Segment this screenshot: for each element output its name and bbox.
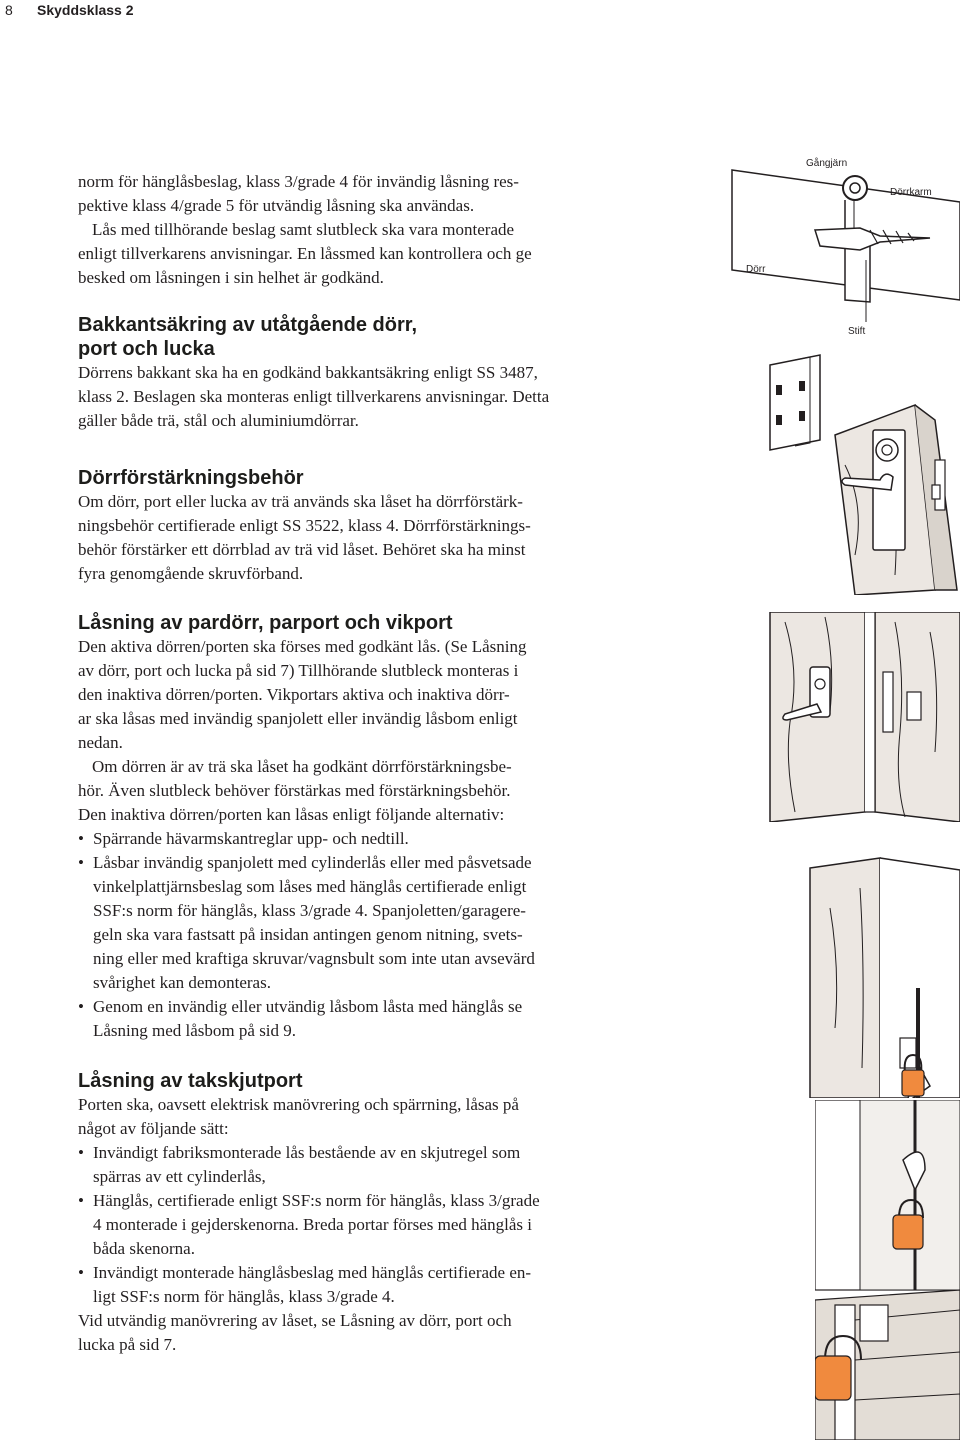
text-line: norm för hänglåsbeslag, klass 3/grade 4 för invändig låsning res-	[78, 172, 519, 191]
text-line: ligt SSF:s norm för hänglås, klass 3/grade 4.	[93, 1287, 395, 1306]
section-heading: Låsning av takskjutport	[78, 1070, 303, 1092]
text-line: gäller både trä, stål och aluminiumdörrar.	[78, 411, 359, 430]
text-line: Om dörr, port eller lucka av trä används ska låset ha dörrförstärk-	[78, 492, 523, 511]
text-line: hör. Även slutbleck behöver förstärkas med förstärkningsbehör.	[78, 781, 511, 800]
text-line: Om dörren är av trä ska låset ha godkänt dörrförstärkningsbe-	[92, 757, 512, 776]
text-line: 4 monterade i gejderskenorna. Breda portar förses med hänglås i	[93, 1215, 533, 1234]
spanjolett-padlock-illustration	[770, 848, 960, 1098]
list-item	[78, 1141, 638, 1189]
text-line: behör förstärker ett dörrblad av trä vid låset. Behöret ska ha minst	[78, 540, 526, 559]
text-line: Invändigt fabriksmonterade lås bestående av en skjutregel som	[93, 1143, 521, 1162]
text-line: Genom en invändig eller utvändig låsbom låsta med hänglås se	[93, 997, 523, 1016]
intro-paragraph	[78, 170, 638, 290]
text-line: av dörr, port och lucka på sid 7) Tillhörande slutbleck monteras i	[78, 661, 519, 680]
label-door: Dörr	[746, 264, 766, 275]
text-line: ningsbehör certifierade enligt SS 3522, klass 4. Dörrförstärknings-	[78, 516, 531, 535]
page-title: Skyddsklass 2	[37, 2, 134, 18]
section-pardorr	[78, 611, 638, 1043]
text-line: något av följande sätt:	[78, 1119, 229, 1138]
text-line: ning eller med kraftiga skruvar/vagnsbult som inte utan avsevärd	[93, 949, 535, 968]
text-line: pektive klass 4/grade 5 för utvändig låsning ska användas.	[78, 196, 475, 215]
text-line: fyra genomgående skruvförband.	[78, 564, 304, 583]
label-hinge: Gångjärn	[806, 158, 848, 169]
text-line: Låsning med låsbom på sid 9.	[93, 1021, 297, 1040]
text-line: nedan.	[78, 733, 123, 752]
text-line: Invändigt monterade hänglåsbeslag med hänglås certifierade en-	[93, 1263, 532, 1282]
text-line: svårighet kan demonteras.	[93, 973, 271, 992]
text-line: Låsbar invändig spanjolett med cylinderlås eller med påsvetsade	[93, 853, 532, 872]
text-line: lucka på sid 7.	[78, 1335, 177, 1354]
text-line: besked om låsningen i sin helhet är godkänd.	[78, 268, 384, 287]
text-line: klass 2. Beslagen ska monteras enligt tillverkarens anvisningar. Detta	[78, 387, 550, 406]
text-line: båda skenorna.	[93, 1239, 195, 1258]
text-line: SSF:s norm för hänglås, klass 3/grade 4. Spanjoletten/garagere-	[93, 901, 526, 920]
list-item	[78, 995, 638, 1043]
section-heading: port och lucka	[78, 338, 215, 360]
text-line: Den aktiva dörren/porten ska förses med godkänt lås. (Se Låsning	[78, 637, 527, 656]
text-line: spärras av ett cylinderlås,	[93, 1167, 266, 1186]
section-takskjut	[78, 1069, 638, 1357]
label-frame: Dörrkarm	[890, 187, 932, 198]
section-heading: Dörrförstärkningsbehör	[78, 467, 304, 489]
text-line: Vid utvändig manövrering av låset, se Låsning av dörr, port och	[78, 1311, 512, 1330]
padlock-icon	[893, 1215, 923, 1249]
hinge-pin-illustration	[720, 150, 960, 340]
text-line: vinkelplattjärnsbeslag som låses med hänglås certifierade enligt	[93, 877, 527, 896]
section-dorrforst	[78, 466, 638, 586]
padlock-icon	[902, 1070, 924, 1096]
bullet-list	[78, 827, 638, 1043]
text-line: Lås med tillhörande beslag samt slutbleck ska vara monterade	[92, 220, 515, 239]
text-line: Spärrande hävarmskantreglar upp- och nedtill.	[93, 829, 409, 848]
text-line: Dörrens bakkant ska ha en godkänd bakkantsäkring enligt SS 3487,	[78, 363, 538, 382]
door-reinforcement-illustration	[735, 345, 960, 595]
page-number: 8	[5, 2, 13, 18]
bullet-list	[78, 1141, 638, 1309]
section-heading: Låsning av pardörr, parport och vikport	[78, 612, 453, 634]
double-door-illustration	[765, 612, 960, 822]
list-item	[78, 827, 638, 851]
text-line: ar ska låsas med invändig spanjolett eller invändig låsbom enligt	[78, 709, 518, 728]
text-line: enligt tillverkarens anvisningar. En låssmed kan kontrollera och ge	[78, 244, 532, 263]
text-line: den inaktiva dörren/porten. Vikportars aktiva och inaktiva dörr-	[78, 685, 510, 704]
list-item	[78, 1189, 638, 1261]
text-line: Hänglås, certifierade enligt SSF:s norm för hänglås, klass 3/grade	[93, 1191, 540, 1210]
section-heading: Bakkantsäkring av utåtgående dörr,	[78, 314, 418, 336]
padlock-icon	[815, 1356, 851, 1400]
text-line: Den inaktiva dörren/porten kan låsas enligt följande alternativ:	[78, 805, 505, 824]
list-item	[78, 1261, 638, 1309]
garage-door-padlock-illustration	[815, 1100, 960, 1440]
text-line: geln ska vara fastsatt på insidan antingen genom nitning, svets-	[93, 925, 523, 944]
section-bakkant	[78, 313, 638, 433]
text-line: Porten ska, oavsett elektrisk manövrering och spärrning, låsas på	[78, 1095, 519, 1114]
label-pin: Stift	[848, 326, 866, 337]
list-item	[78, 851, 638, 995]
